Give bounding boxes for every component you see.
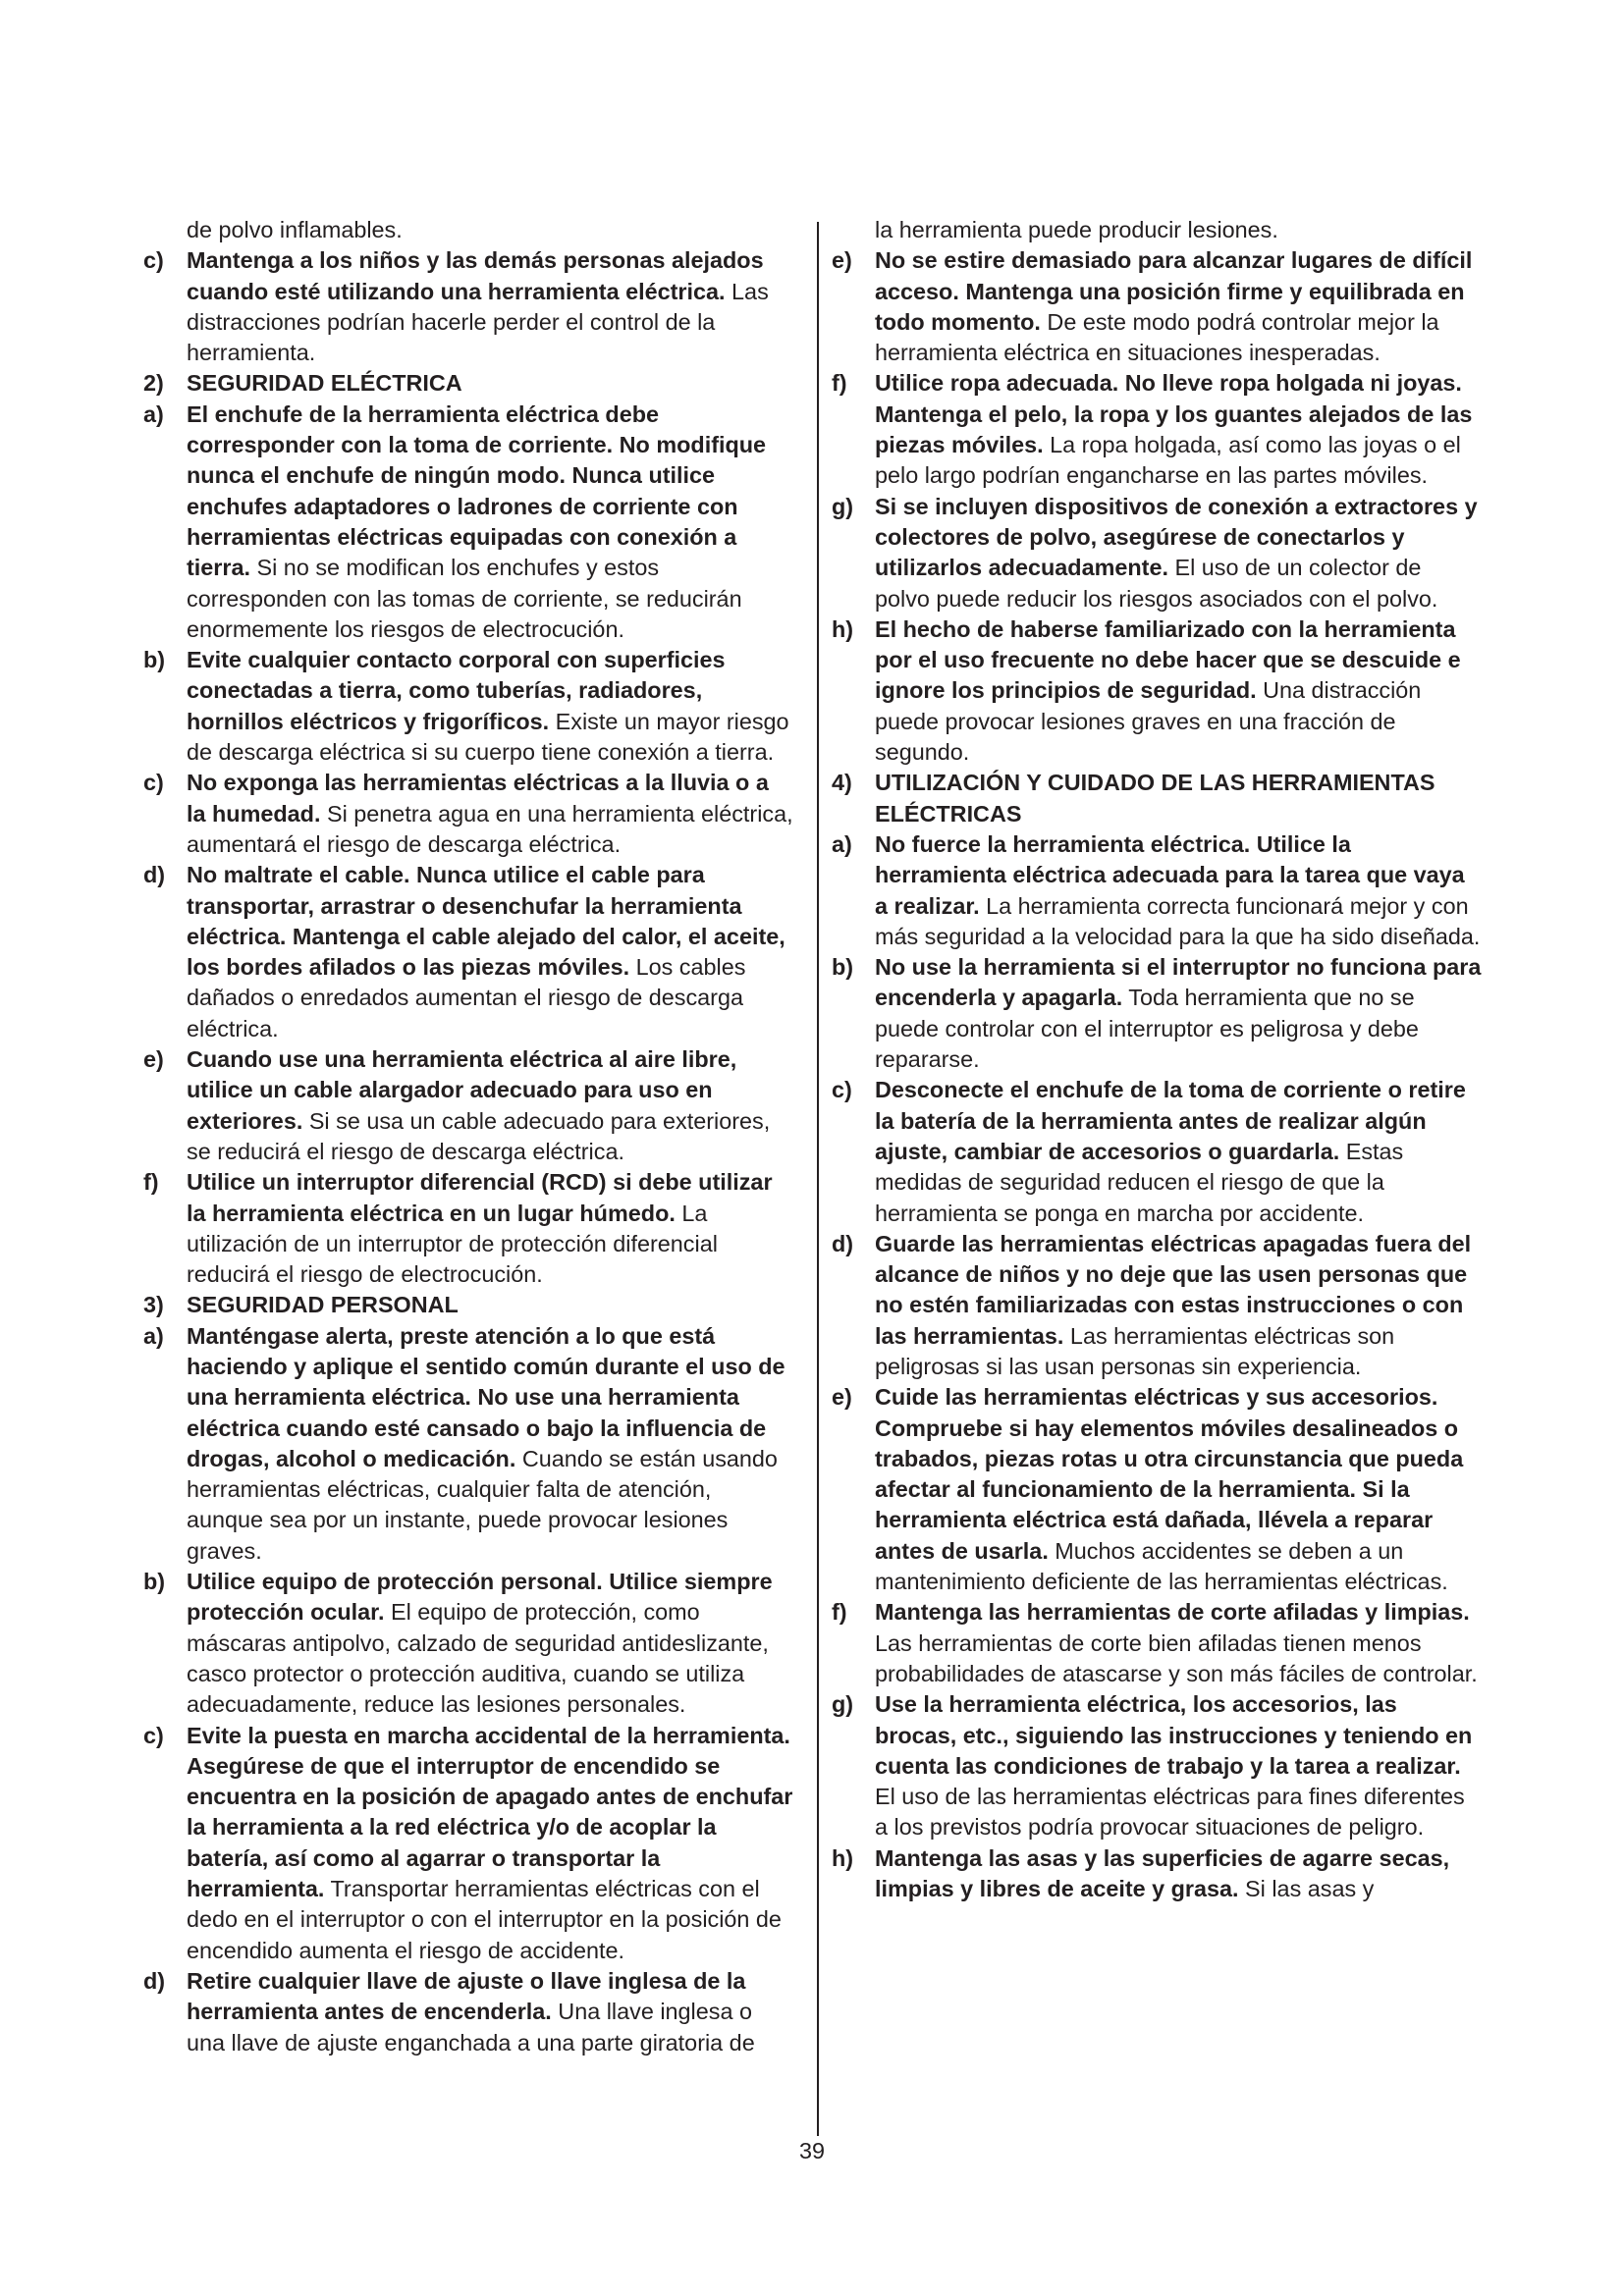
- item-bold-text: Si se incluyen dispositivos de conexión a extractores y colectores de polvo, asegúrese de conectarlos y utilizarlos adecuadamente.: [875, 493, 1478, 581]
- item-bold-text: No exponga las herramientas eléctricas a la lluvia o a la humedad.: [187, 770, 769, 827]
- item-bold-text: Cuide las herramientas eléctricas y sus accesorios. Compruebe si hay elementos móviles desalineados o trabados, piezas rotas u otra circunstancia que pueda afectar al funcionamiento de la herramienta. Si la herramienta eléctrica está dañada, llévela a reparar antes de usarla.: [875, 1384, 1464, 1564]
- item-text: Las herramientas de corte bien afiladas tienen menos probabilidades de atascarse y son más fáciles de controlar.: [875, 1629, 1478, 1686]
- item-text: Si las asas y: [1238, 1876, 1375, 1902]
- item-4g-instructions: [832, 1689, 1482, 1842]
- item-4d-storage: [832, 1229, 1482, 1382]
- item-bold-text: Evite cualquier contacto corporal con superficies conectadas a tierra, como tuberías, radiadores, hornillos eléctricos y frigoríficos.: [187, 647, 726, 734]
- page-number: 39: [798, 2138, 826, 2163]
- item-bold-text: Utilice ropa adecuada. No lleve ropa holgada ni joyas. Mantenga el pelo, la ropa y los guantes alejados de las piezas móviles.: [875, 370, 1473, 458]
- item-2f-rcd: [143, 1167, 793, 1290]
- item-bold-text: No se estire demasiado para alcanzar lugares de difícil acceso. Mantenga una posición firme y equilibrada en todo momento.: [875, 247, 1473, 335]
- section-heading-tool-use-care: [832, 768, 1482, 829]
- item-label: c): [143, 770, 164, 796]
- item-label: h): [832, 615, 854, 642]
- item-label: a): [832, 830, 852, 857]
- item-label: d): [143, 1967, 166, 1994]
- item-label: e): [143, 1046, 164, 1073]
- item-bold-text: Desconecte el enchufe de la toma de corriente o retire la batería de la herramienta antes de realizar algún ajuste, cambiar de accesorios o guardarla.: [875, 1077, 1466, 1164]
- item-label: b): [143, 647, 166, 673]
- item-text: De este modo podrá controlar mejor la herramienta eléctrica en situaciones inesperadas.: [875, 308, 1439, 366]
- section-heading-personal-safety: [143, 1290, 793, 1320]
- item-bold-text: Evite la puesta en marcha accidental de la herramienta. Asegúrese de que el interruptor de encendido se encuentra en la posición de apagado antes de enchufar la herramienta a la red eléctrica y/o de acoplar la batería, así como al agarrar o transportar la herramienta.: [187, 1722, 793, 1902]
- item-bold-text: Use la herramienta eléctrica, los accesorios, las brocas, etc., siguiendo las instrucciones y teniendo en cuenta las condiciones de trabajo y la tarea a realizar.: [875, 1691, 1473, 1779]
- section-number: 3): [143, 1292, 164, 1318]
- item-text: Transportar herramientas eléctricas con el dedo en el interruptor o con el interruptor en la posición de encendido aumenta el riesgo de accidente.: [187, 1876, 782, 1963]
- item-text: Estas medidas de seguridad reducen el riesgo de que la herramienta se ponga en marcha por accidente.: [875, 1138, 1404, 1226]
- section-title: SEGURIDAD PERSONAL: [187, 1292, 459, 1318]
- item-3d-adjusting-key: [143, 1966, 793, 2058]
- item-label: b): [832, 954, 854, 981]
- item-3c-accidental-start: [143, 1721, 793, 1966]
- section-heading-electrical-safety: [143, 368, 793, 399]
- item-4c-disconnect: [832, 1075, 1482, 1228]
- item-text: Los cables dañados o enredados aumentan el riesgo de descarga eléctrica.: [187, 954, 746, 1041]
- column-divider: [817, 222, 819, 2136]
- item-bold-text: Utilice equipo de protección personal. Utilice siempre protección ocular.: [187, 1569, 773, 1626]
- item-text: La utilización de un interruptor de protección diferencial reducirá el riesgo de electrocución.: [187, 1200, 718, 1288]
- item-4f-cutting-tools: [832, 1597, 1482, 1689]
- item-3g-dust-extraction: [832, 492, 1482, 614]
- item-text: El equipo de protección, como máscaras antipolvo, calzado de seguridad antideslizante, casco protector o protección auditiva, cuando se utiliza adecuadamente, reduce las lesiones personales.: [187, 1599, 769, 1718]
- item-text: El uso de las herramientas eléctricas para fines diferentes a los previstos podría provocar situaciones de peligro.: [875, 1784, 1465, 1841]
- section-number: 2): [143, 370, 164, 397]
- item-text: Toda herramienta que no se puede controlar con el interruptor es peligrosa y debe repararse.: [875, 985, 1419, 1073]
- item-2c-children: [143, 245, 793, 368]
- right-column: [832, 215, 1482, 1904]
- item-2c-rain: [143, 768, 793, 860]
- item-label: f): [832, 370, 847, 397]
- item-label: a): [143, 400, 164, 427]
- item-label: f): [143, 1169, 159, 1196]
- item-3b-protective-equipment: [143, 1567, 793, 1720]
- item-text: Muchos accidentes se deben a un mantenimiento deficiente de las herramientas eléctricas.: [875, 1537, 1448, 1595]
- section-title: SEGURIDAD ELÉCTRICA: [187, 370, 462, 397]
- item-bold-text: El enchufe de la herramienta eléctrica debe corresponder con la toma de corriente. No modifique nunca el enchufe de ningún modo. Nunca utilice enchufes adaptadores o ladrones de corriente con herramientas eléctricas equipadas con conexión a tierra.: [187, 400, 767, 581]
- item-bold-text: Guarde las herramientas eléctricas apagadas fuera del alcance de niños y no deje que las usen personas que no estén familiarizadas con estas instrucciones o con las herramientas.: [875, 1230, 1472, 1349]
- item-label: d): [143, 862, 166, 888]
- item-bold-text: Manténgase alerta, preste atención a lo que está haciendo y aplique el sentido común durante el uso de una herramienta eléctrica. No use una herramienta eléctrica cuando esté cansado o bajo la influencia de drogas, alcohol o medicación.: [187, 1322, 785, 1471]
- item-label: e): [832, 1384, 852, 1411]
- item-text: Si se usa un cable adecuado para exteriores, se reducirá el riesgo de descarga eléctrica.: [187, 1107, 771, 1164]
- item-text: Si penetra agua en una herramienta eléctrica, aumentará el riesgo de descarga eléctrica.: [187, 800, 793, 857]
- item-label: a): [143, 1322, 164, 1349]
- item-bold-text: No use la herramienta si el interruptor no funciona para encenderla y apagarla.: [875, 954, 1482, 1011]
- item-text: Las herramientas eléctricas son peligrosas si las usan personas sin experiencia.: [875, 1322, 1395, 1379]
- item-text: La ropa holgada, así como las joyas o el pelo largo podrían engancharse en las partes móviles.: [875, 432, 1461, 489]
- continued-text: de polvo inflamables.: [187, 217, 403, 242]
- item-text: El uso de un colector de polvo puede reducir los riesgos asociados con el polvo.: [875, 555, 1438, 612]
- item-2a-plug: [143, 400, 793, 645]
- item-4b-switch: [832, 952, 1482, 1075]
- item-label: e): [832, 247, 852, 274]
- item-2e-outdoor: [143, 1044, 793, 1167]
- item-label: g): [832, 1691, 854, 1718]
- item-label: d): [832, 1230, 854, 1256]
- item-bold-text: No maltrate el cable. Nunca utilice el cable para transportar, arrastrar o desenchufar la herramienta eléctrica. Mantenga el cable alejado del calor, el aceite, los bordes afilados o las piezas móviles.: [187, 862, 785, 981]
- item-label: c): [832, 1077, 852, 1103]
- item-bold-text: Utilice un interruptor diferencial (RCD) si debe utilizar la herramienta eléctrica en un lugar húmedo.: [187, 1169, 773, 1226]
- item-label: c): [143, 247, 164, 274]
- item-text: Una distracción puede provocar lesiones graves en una fracción de segundo.: [875, 677, 1422, 766]
- item-text: La herramienta correcta funcionará mejor y con más seguridad a la velocidad para la que ha sido diseñada.: [875, 892, 1481, 949]
- item-text: Cuando se están usando herramientas eléctricas, cualquier falta de atención, aunque sea por un instante, puede provocar lesiones graves.: [187, 1445, 778, 1564]
- item-3e-overreach: [832, 245, 1482, 368]
- item-bold-text: No fuerce la herramienta eléctrica. Utilice la herramienta eléctrica adecuada para la tarea que vaya a realizar.: [875, 830, 1465, 919]
- item-bold-text: Cuando use una herramienta eléctrica al aire libre, utilice un cable alargador adecuado para uso en exteriores.: [187, 1046, 737, 1134]
- item-2d-cable: [143, 860, 793, 1044]
- item-3f-clothing: [832, 368, 1482, 491]
- item-4a-dont-force: [832, 829, 1482, 952]
- item-text: Existe un mayor riesgo de descarga eléctrica si su cuerpo tiene conexión a tierra.: [187, 708, 789, 766]
- continued-text: la herramienta puede producir lesiones.: [875, 217, 1278, 242]
- item-3h-familiarity: [832, 614, 1482, 768]
- left-column: [143, 215, 793, 2058]
- item-bold-text: El hecho de haberse familiarizado con la herramienta por el uso frecuente no debe hacer que se descuide e ignore los principios de seguridad.: [875, 615, 1461, 704]
- item-bold-text: Mantenga las herramientas de corte afiladas y limpias.: [875, 1599, 1470, 1626]
- item-label: f): [832, 1599, 847, 1626]
- item-bold-text: Mantenga las asas y las superficies de agarre secas, limpias y libres de aceite y grasa.: [875, 1844, 1450, 1902]
- item-text: Una llave inglesa o una llave de ajuste enganchada a una parte giratoria de: [187, 1999, 755, 2056]
- item-label: h): [832, 1844, 854, 1871]
- section-title: UTILIZACIÓN Y CUIDADO DE LAS HERRAMIENTAS ELÉCTRICAS: [875, 770, 1435, 827]
- item-4h-handles: [832, 1843, 1482, 1905]
- item-2b-earthed-surfaces: [143, 645, 793, 768]
- item-text: Las distracciones podrían hacerle perder el control de la herramienta.: [187, 278, 769, 366]
- item-label: c): [143, 1722, 164, 1748]
- item-label: b): [143, 1569, 166, 1595]
- item-bold-text: Retire cualquier llave de ajuste o llave inglesa de la herramienta antes de encenderla.: [187, 1967, 746, 2025]
- item-bold-text: Mantenga a los niños y las demás personas alejados cuando esté utilizando una herramienta eléctrica.: [187, 247, 764, 304]
- item-4e-maintenance: [832, 1382, 1482, 1597]
- item-3a-alert: [143, 1321, 793, 1567]
- item-label: g): [832, 493, 854, 519]
- section-number: 4): [832, 770, 852, 796]
- item-text: Si no se modifican los enchufes y estos corresponden con las tomas de corriente, se reducirán enormemente los riesgos de electrocución.: [187, 555, 742, 642]
